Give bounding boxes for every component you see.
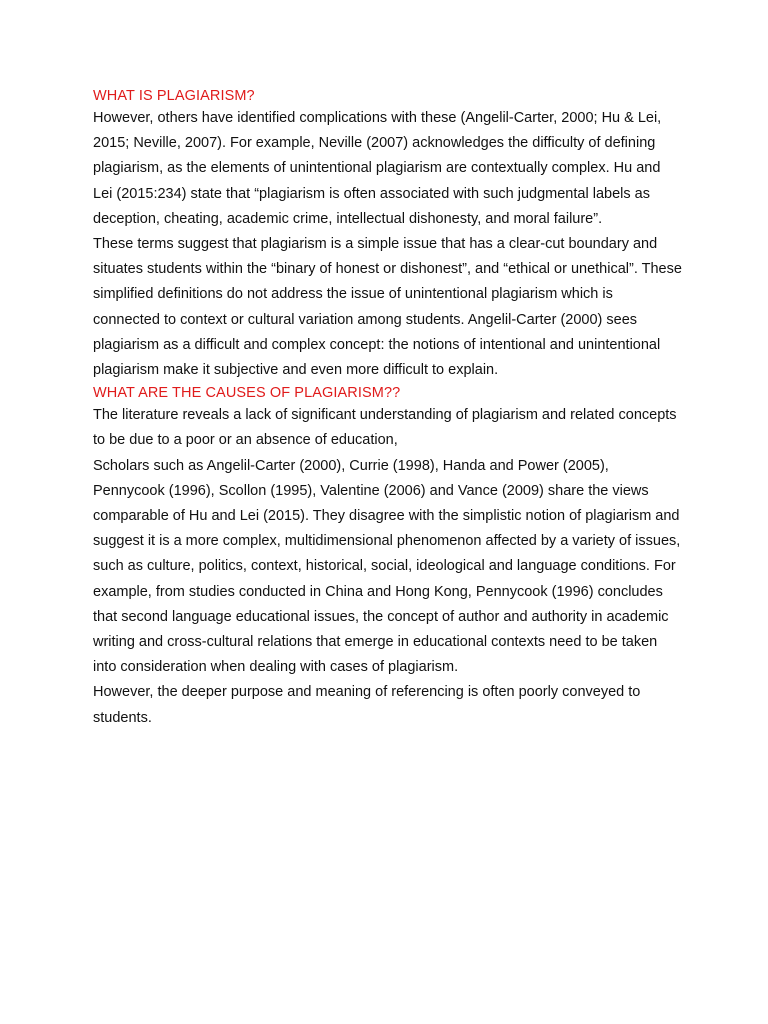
paragraph: However, others have identified complications with these (Angelil-Carter, 2000; Hu & Lei, 2015; Neville, 2007). For example, Neville (2007) acknowledges the difficulty of defining plagiarism, as the elements of unintentional plagiarism are contextually complex. Hu and Lei (2015:234) state that “plagiarism is often associated with such judgmental labels as deception, cheating, academic crime, intellectual dishonesty, and moral failure”.	[93, 110, 662, 227]
section-heading: WHAT IS PLAGIARISM?	[93, 88, 255, 104]
section-causes-of-plagiarism	[93, 383, 683, 731]
paragraph: However, the deeper purpose and meaning of referencing is often poorly conveyed to students.	[93, 684, 641, 726]
paragraph: These terms suggest that plagiarism is a simple issue that has a clear-cut boundary and situates students within the “binary of honest or dishonest”, and “ethical or unethical”. These simplified definitions do not address the issue of unintentional plagiarism which is connected to context or cultural variation among students. Angelil-Carter (2000) sees plagiarism as a difficult and complex concept: the notions of intentional and unintentional plagiarism make it subjective and even more difficult to explain.	[93, 236, 682, 379]
paragraph: The literature reveals a lack of significant understanding of plagiarism and related concepts to be due to a poor or an absence of education,	[93, 407, 677, 449]
section-what-is-plagiarism	[93, 86, 683, 383]
section-heading: WHAT ARE THE CAUSES OF PLAGIARISM??	[93, 385, 401, 402]
paragraph: Scholars such as Angelil-Carter (2000), Currie (1998), Handa and Power (2005), Pennycook (1996), Scollon (1995), Valentine (2006) and Vance (2009) share the views comparable of Hu and Lei (2015). They disagree with the simplistic notion of plagiarism and suggest it is a more complex, multidimensional phenomenon affected by a variety of issues, such as culture, politics, context, historical, social, ideological and language conditions. For example, from studies conducted in China and Hong Kong, Pennycook (1996) concludes that second language educational issues, the concept of author and authority in academic writing and cross-cultural relations that emerge in educational contexts need to be taken into consideration when dealing with cases of plagiarism.	[93, 457, 681, 676]
document-page	[93, 86, 683, 731]
